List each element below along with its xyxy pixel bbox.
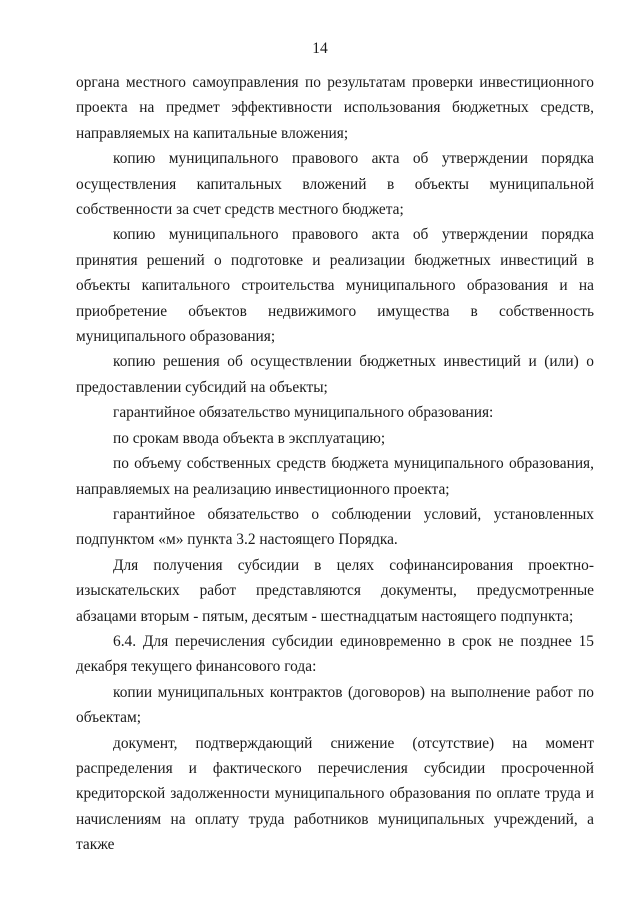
paragraph: органа местного самоуправления по результатам проверки инвестиционного проекта на предмет эффективности использования бюджетных средств, направляемых на капитальные вложения; (76, 74, 594, 142)
paragraph: копию муниципального правового акта об утверждении порядка осуществления капитальных вложений в объекты муниципальной собственности за счет средств местного бюджета; (76, 150, 594, 219)
paragraph: Для получения субсидии в целях софинансирования проектно-изыскательских работ представляются документы, предусмотренные абзацами вторым - пятым, десятым - шестнадцатым настоящего подпункта; (76, 556, 594, 625)
paragraph: копию решения об осуществлении бюджетных инвестиций и (или) о предоставлении субсидий на объекты; (76, 353, 594, 396)
paragraph: по срокам ввода объекта в эксплуатацию; (113, 429, 386, 447)
page-number: 14 (312, 40, 328, 57)
paragraph: гарантийное обязательство муниципального образования: (113, 404, 494, 422)
paragraph: по объему собственных средств бюджета муниципального образования, направляемых на реализацию инвестиционного проекта; (76, 455, 594, 498)
paragraph: копии муниципальных контрактов (договоров) на выполнение работ по объектам; (76, 683, 594, 727)
document-body (76, 70, 594, 858)
paragraph: копию муниципального правового акта об утверждении порядка принятия решений о подготовке и реализации бюджетных инвестиций в объекты капитального строительства муниципального образования и на приобретение объектов недвижимого имущества в собственность муниципального образования; (76, 226, 594, 346)
paragraph: гарантийное обязательство о соблюдении условий, установленных подпунктом «м» пункта 3.2 настоящего Порядка. (76, 505, 594, 549)
paragraph: 6.4. Для перечисления субсидии единовременно в срок не позднее 15 декабря текущего финансового года: (76, 632, 594, 676)
paragraph: документ, подтверждающий снижение (отсутствие) на момент распределения и фактического перечисления субсидии просроченной кредиторской задолженности муниципального образования по оплате труда и начислениям на оплату труда работников муниципальных учреждений, а также (76, 734, 594, 854)
